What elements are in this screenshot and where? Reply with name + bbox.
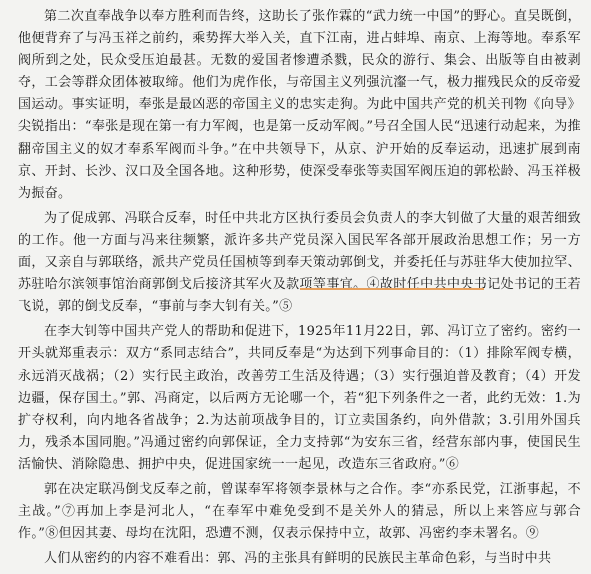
highlight-underline	[300, 288, 484, 290]
paragraph-5: 人们从密约的内容不难看出：郭、冯的主张具有鲜明的民族民主革命色彩，与当时中共	[44, 551, 552, 567]
paragraph-1: 第二次直奉战争以奉方胜利而告终，这助长了张作霖的“武力统一中国”的野心。直吴既倒，他便背弃了与冯玉祥之前约，乘势挥大举入关，直下江南，进占蚌埠、南京、上海等地。奉系军阀所到之处，民众受压迫最甚。无数的爱国者惨遭杀戮，民众的游行、集会、出版等自由被剥夺，工会等群众团体被取缔。他们为虎作伥，与帝国主义列强沆瀣一气，极力摧残民众的反帝爱国运动。事实证明，奉张是最凶恶的帝国主义的忠实走狗。为此中国共产党的机关刊物《向导》尖锐指出：“奉张是现在第一有力军阀，也是第一反动军阀。”号召全国人民“迅速行动起来，为推翻帝国主义的奴才奉系军阀而斗争。”在中共领导下，从京、沪开始的反奉运动，迅速扩展到南京、开封、长沙、汉口及全国各地。这种形势，使深受奉张等卖国军阀压迫的郭松龄、冯玉祥极为振奋。	[18, 9, 581, 201]
paragraph-4: 郭在决定联冯倒戈反奉之前，曾谋奉军将领李景林与之合作。李“亦系民党，江浙事起，不主战。”⑦再加上李是河北人，“在奉军中难免受到不是关外人的猜忌，所以上来答应与郭合作。”⑧但因其妻、母均在沈阳，恐遭不测，仅表示保持中立，故郭、冯密约李未署名。⑨	[18, 481, 581, 542]
paragraph-2: 为了促成郭、冯联合反奉，时任中共北方区执行委员会负责人的李大钊做了大量的艰苦细致的工作。他一方面与冯来往频繁，派许多共产党员深入国民军各部开展政治思想工作；另一方面，又亲自与郭联络，派共产党员任国桢等到奉天策动郭倒戈，并委托任与苏驻华大使加拉罕、苏驻哈尔滨领事馆治商郭倒戈后接济其军火及款项等事宜。④故时任中共中央书记处书记的王若飞说，郭的倒戈反奉，“事前与李大钊有关。”⑤	[18, 210, 581, 315]
paragraph-3: 在李大钊等中国共产党人的帮助和促进下，1925年11月22日，郭、冯订立了密约。密约一开头就郑重表示：双方“系同志结合”，共同反奉是“为达到下列事命目的：（1）排除军阀专横，永远消灭战祸；（2）实行民主政治，改善劳工生活及待遇；（3）实行强迫普及教育；（4）开发边疆，保存国土。”郭、冯商定，以后两方无论哪一个，若“犯下列条件之一者，此约无效：1.为扩夺权利，向内地各省战争；2.为达前项战争目的，订立卖国条约，向外借款；3.引用外国兵力，残杀本国同胞。”冯通过密约向郭保证，全力支持郭“为安东三省，经营东部内事，使国民生活愉快、消除隐患、拥护中央，促进国家统一一起见，改造东三省政府。”⑥	[18, 324, 581, 472]
